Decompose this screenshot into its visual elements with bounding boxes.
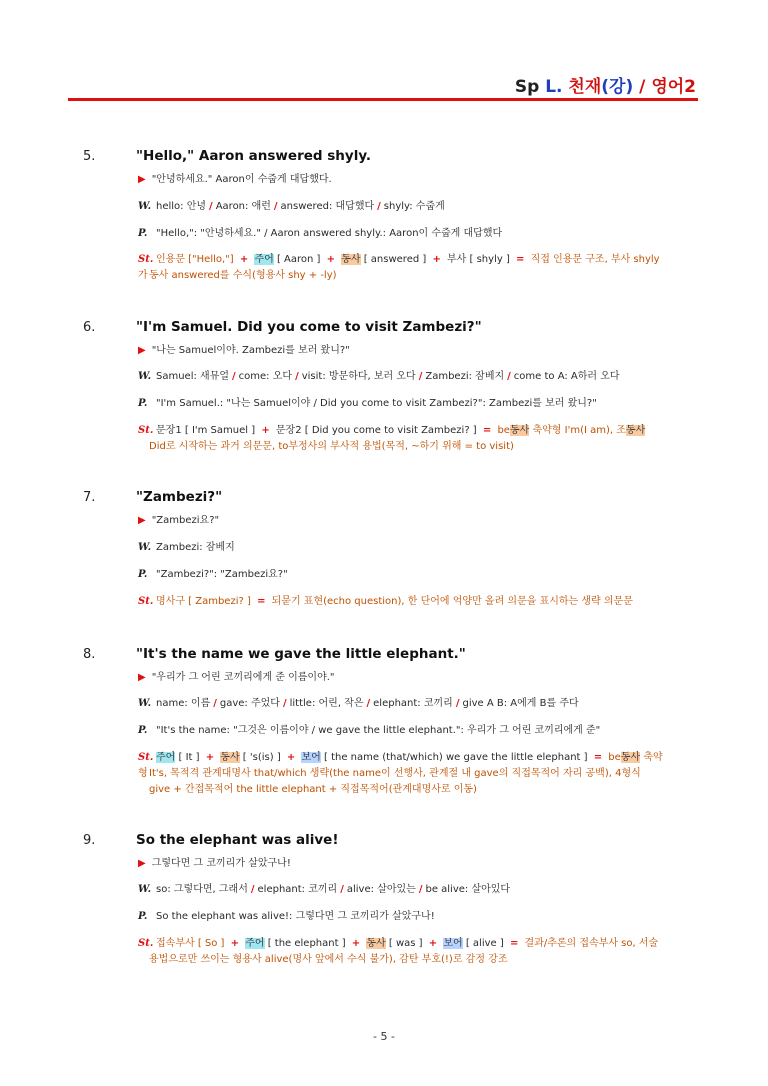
structure-tag: St. bbox=[138, 752, 154, 763]
item-sentence: "I'm Samuel. Did you come to visit Zambezi?" bbox=[136, 319, 482, 335]
word-line bbox=[138, 540, 668, 556]
structure-text: 문장1 [ I'm Samuel ] + 문장2 [ Did you come to visit Zambezi? ] = be동사 축약형 I'm(I am), 조동사 bbox=[156, 425, 646, 436]
word-entry: gave: 주었다 bbox=[219, 698, 280, 709]
translation-text: 그렇다면 그 코끼리가 살았구나! bbox=[151, 858, 291, 869]
translation-text: "우리가 그 어린 코끼리에게 준 이름이야." bbox=[151, 672, 335, 683]
word-entry: so: 그렇다면, 그래서 bbox=[156, 884, 248, 895]
triangle-bullet-icon: ▶ bbox=[138, 174, 146, 185]
phrase-line bbox=[138, 396, 668, 412]
structure-line bbox=[138, 936, 668, 952]
word-entry: visit: 방문하다, 보러 오다 bbox=[301, 371, 416, 382]
structure-text: 주어 [ It ] + 동사 [ 's(is) ] + 보어 [ the name (that/which) we gave the little elephant ] = be동사 축약형 bbox=[138, 752, 663, 779]
phrase-line bbox=[138, 226, 668, 242]
phrase-line bbox=[138, 909, 668, 925]
structure-text: 명사구 [ Zambezi? ] = 되묻기 표현(echo question), 한 단어에 억양만 올려 의문을 표시하는 생략 의문문 bbox=[156, 596, 633, 607]
document-header-title bbox=[515, 72, 696, 97]
triangle-bullet-icon: ▶ bbox=[138, 672, 146, 683]
header-sp: Sp bbox=[514, 77, 540, 97]
translation-line bbox=[138, 172, 668, 188]
word-entry: Samuel: 새뮤얼 bbox=[156, 371, 230, 382]
translation-line bbox=[138, 856, 668, 872]
word-entry: come: 오다 bbox=[238, 371, 293, 382]
structure-text: 접속부사 [ So ] + 주어 [ the elephant ] + 동사 [ was ] + 보어 [ alive ] = 결과/추론의 접속부사 so, 서술 bbox=[156, 938, 659, 949]
word-entry: elephant: 코끼리 bbox=[257, 884, 338, 895]
word-entry: Zambezi: 잠베지 bbox=[156, 542, 235, 553]
structure-tag: St. bbox=[138, 425, 154, 436]
item-sentence: So the elephant was alive! bbox=[136, 832, 339, 848]
word-tag: W. bbox=[138, 542, 152, 553]
translation-text: "Zambezi요?" bbox=[151, 515, 220, 526]
structure-line-cont: It's, 목적격 관계대명사 that/which 생략(the name이 선행사, 관계절 내 gave의 직접목적어 자리 공백), 4형식 bbox=[149, 768, 641, 779]
header-l: L. bbox=[545, 77, 563, 97]
word-entry: be alive: 살아있다 bbox=[425, 884, 511, 895]
triangle-bullet-icon: ▶ bbox=[138, 515, 146, 526]
word-entry: shyly: 수줍게 bbox=[383, 201, 445, 212]
phrase-text: "Hello,": "안녕하세요." / Aaron answered shyly.: Aaron이 수줍게 대답했다 bbox=[156, 228, 503, 239]
word-entry: alive: 살아있는 bbox=[346, 884, 416, 895]
structure-tag: St. bbox=[138, 596, 154, 607]
word-entry: give A B: A에게 B를 주다 bbox=[462, 698, 579, 709]
header-subject: 영어2 bbox=[651, 77, 696, 97]
word-line: W. so: 그렇다면, 그래서 / elephant: 코끼리 / alive: 살아있는 / be alive: 살아있다 bbox=[138, 882, 668, 898]
structure-line bbox=[138, 594, 668, 610]
phrase-text: "It's the name: "그것은 이름이야 / we gave the little elephant.": 우리가 그 어린 코끼리에게 준" bbox=[156, 725, 601, 736]
structure-line bbox=[138, 423, 668, 439]
phrase-text: "I'm Samuel.: "나는 Samuel이야 / Did you come to visit Zambezi?": Zambezi를 보러 왔니?" bbox=[156, 398, 597, 409]
structure-line-cont: Did로 시작하는 과거 의문문, to부정사의 부사적 용법(목적, ~하기 위해 = to visit) bbox=[149, 441, 514, 452]
header-publisher: 천재 bbox=[568, 77, 602, 97]
phrase-tag: P. bbox=[138, 569, 148, 580]
item-sentence: "Zambezi?" bbox=[136, 489, 223, 505]
phrase-tag: P. bbox=[138, 911, 148, 922]
structure-line-cont: 용법으로만 쓰이는 형용사 alive(명사 앞에서 수식 불가), 감탄 부호(!)로 감정 강조 bbox=[149, 954, 508, 965]
phrase-line bbox=[138, 567, 668, 583]
structure-line-cont: 동사 answered를 수식(형용사 shy + -ly) bbox=[149, 270, 337, 281]
triangle-bullet-icon: ▶ bbox=[138, 858, 146, 869]
structure-line-cont: give + 간접목적어 the little elephant + 직접목적어(관계대명사로 이동) bbox=[149, 784, 477, 795]
phrase-line bbox=[138, 723, 668, 739]
word-line: W. hello: 안녕 / Aaron: 애런 / answered: 대답했다 / shyly: 수줍게 bbox=[138, 199, 668, 215]
structure-text: 인용문 ["Hello,"] + 주어 [ Aaron ] + 동사 [ answered ] + 부사 [ shyly ] = 직접 인용문 구조, 부사 shyly가 bbox=[138, 254, 660, 281]
word-entry: Aaron: 애런 bbox=[215, 201, 271, 212]
word-entry: come to A: A하러 오다 bbox=[513, 371, 620, 382]
word-line: W. name: 이름 / gave: 주었다 / little: 어린, 작은 / elephant: 코끼리 / give A B: A에게 B를 주다 bbox=[138, 696, 668, 712]
phrase-tag: P. bbox=[138, 398, 148, 409]
word-tag: W. bbox=[138, 371, 152, 382]
item-number: 9. bbox=[83, 833, 96, 848]
page-number: - 5 - bbox=[373, 1030, 395, 1043]
structure-tag: St. bbox=[138, 254, 154, 265]
item-number: 6. bbox=[83, 320, 96, 335]
translation-text: "안녕하세요." Aaron이 수줍게 대답했다. bbox=[151, 174, 332, 185]
phrase-tag: P. bbox=[138, 228, 148, 239]
phrase-text: So the elephant was alive!: 그렇다면 그 코끼리가 살았구나! bbox=[156, 911, 435, 922]
item-number: 5. bbox=[83, 149, 96, 164]
triangle-bullet-icon: ▶ bbox=[138, 345, 146, 356]
word-tag: W. bbox=[138, 884, 152, 895]
translation-text: "나는 Samuel이야. Zambezi를 보러 왔니?" bbox=[151, 345, 350, 356]
header-divider bbox=[68, 98, 698, 101]
item-sentence: "It's the name we gave the little elephant." bbox=[136, 646, 466, 662]
structure-tag: St. bbox=[138, 938, 154, 949]
word-entry: little: 어린, 작은 bbox=[289, 698, 364, 709]
word-line: W. Samuel: 새뮤얼 / come: 오다 / visit: 방문하다, 보러 오다 / Zambezi: 잠베지 / come to A: A하러 오다 bbox=[138, 369, 668, 385]
word-entry: elephant: 코끼리 bbox=[373, 698, 453, 709]
item-number: 8. bbox=[83, 647, 96, 662]
word-entry: hello: 안녕 bbox=[156, 201, 207, 212]
item-number: 7. bbox=[83, 490, 96, 505]
header-slash: / bbox=[639, 77, 646, 97]
item-sentence: "Hello," Aaron answered shyly. bbox=[136, 148, 372, 164]
phrase-tag: P. bbox=[138, 725, 148, 736]
word-entry: name: 이름 bbox=[156, 698, 211, 709]
word-tag: W. bbox=[138, 698, 152, 709]
translation-line bbox=[138, 513, 668, 529]
word-entry: answered: 대답했다 bbox=[280, 201, 375, 212]
word-entry: Zambezi: 잠베지 bbox=[425, 371, 505, 382]
translation-line bbox=[138, 670, 668, 686]
translation-line bbox=[138, 343, 668, 359]
header-gang: (강) bbox=[601, 77, 634, 97]
word-tag: W. bbox=[138, 201, 152, 212]
phrase-text: "Zambezi?": "Zambezi요?" bbox=[156, 569, 288, 580]
